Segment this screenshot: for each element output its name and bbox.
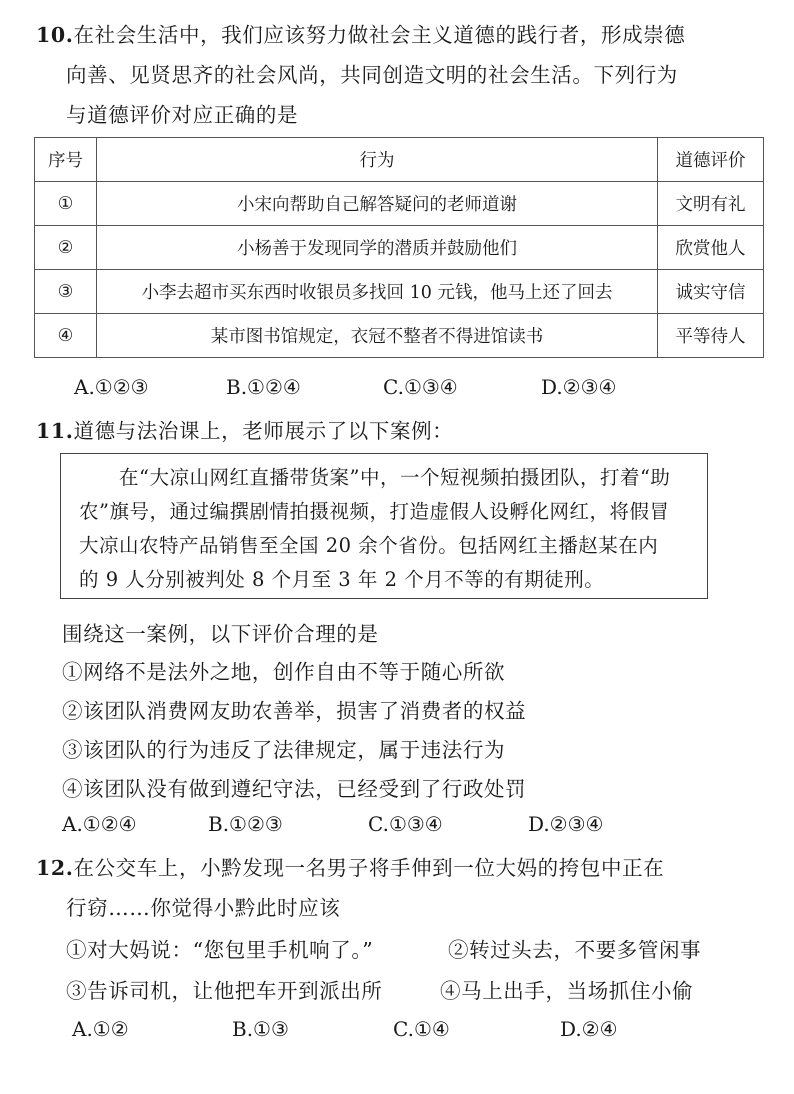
q12-option-b[interactable]: B.①③ (232, 1017, 289, 1041)
q11-option-d[interactable]: D.②③④ (528, 812, 604, 836)
table-header-row (35, 138, 764, 182)
q12-option-a[interactable]: A.①② (72, 1017, 129, 1041)
q11-statement-3: ③该团队的行为违反了法律规定，属于违法行为 (62, 738, 506, 762)
q10-option-a[interactable]: A.①②③ (74, 375, 149, 399)
q12-statement-4: ④马上出手，当场抓住小偷 (440, 979, 694, 1003)
q11-options (0, 812, 794, 840)
row-behavior: 小李去超市买东西时收银员多找回 10 元钱，他马上还了回去 (96, 270, 657, 314)
q10-option-c[interactable]: C.①③④ (383, 375, 458, 399)
q11-statement-4: ④该团队没有做到遵纪守法，已经受到了行政处罚 (62, 777, 527, 801)
q12-stem-line-2: 行窃……你觉得小黔此时应该 (66, 896, 341, 920)
table-row (35, 182, 764, 226)
q11-case-box (60, 453, 708, 599)
row-index: ① (35, 182, 97, 226)
case-line: 大凉山农特产品销售至全国 20 余个省份。包括网红主播赵某在内 (79, 534, 659, 557)
table-row (35, 226, 764, 270)
q10-option-d[interactable]: D.②③④ (541, 375, 617, 399)
q12-statement-1: ①对大妈说：“您包里手机响了。” (66, 938, 374, 962)
q10-stem-line-3: 与道德评价对应正确的是 (66, 103, 299, 127)
q11-prompt: 围绕这一案例，以下评价合理的是 (62, 622, 379, 646)
header-behavior: 行为 (96, 138, 657, 182)
row-index: ③ (35, 270, 97, 314)
row-index: ② (35, 226, 97, 270)
q12-options (0, 1017, 794, 1045)
row-evaluation: 诚实守信 (658, 270, 764, 314)
q10-number: 10. (36, 23, 74, 47)
q11-statement-1: ①网络不是法外之地，创作自由不等于随心所欲 (62, 660, 506, 684)
q11-option-b[interactable]: B.①②③ (208, 812, 283, 836)
header-index: 序号 (35, 138, 97, 182)
q10-stem-line-2: 向善、见贤思齐的社会风尚，共同创造文明的社会生活。下列行为 (66, 63, 678, 87)
row-index: ④ (35, 314, 97, 358)
header-evaluation: 道德评价 (658, 138, 764, 182)
q12-number: 12. (36, 856, 74, 880)
table-row (35, 270, 764, 314)
row-behavior: 小宋向帮助自己解答疑问的老师道谢 (96, 182, 657, 226)
case-line: 在“大凉山网红直播带货案”中，一个短视频拍摄团队，打着“助 (79, 466, 671, 489)
q11-option-a[interactable]: A.①②④ (62, 812, 137, 836)
q12-stem-line-1: 12.在公交车上，小黔发现一名男子将手伸到一位大妈的挎包中正在 (36, 856, 665, 880)
row-evaluation: 文明有礼 (658, 182, 764, 226)
q12-option-d[interactable]: D.②④ (560, 1017, 618, 1041)
row-evaluation: 欣赏他人 (658, 226, 764, 270)
row-evaluation: 平等待人 (658, 314, 764, 358)
q11-option-c[interactable]: C.①③④ (368, 812, 443, 836)
q12-statement-2: ②转过头去，不要多管闲事 (448, 938, 702, 962)
q10-table (34, 137, 764, 358)
q11-stem: 11.道德与法治课上，老师展示了以下案例： (36, 419, 454, 443)
row-behavior: 某市图书馆规定，衣冠不整者不得进馆读书 (96, 314, 657, 358)
q11-number: 11. (36, 419, 74, 443)
q12-option-c[interactable]: C.①④ (393, 1017, 450, 1041)
q11-statement-2: ②该团队消费网友助农善举，损害了消费者的权益 (62, 699, 527, 723)
case-line: 的 9 人分别被判处 8 个月至 3 年 2 个月不等的有期徒刑。 (79, 568, 605, 591)
table-row (35, 314, 764, 358)
case-line: 农”旗号，通过编撰剧情拍摄视频，打造虚假人设孵化网红，将假冒 (79, 500, 670, 523)
q10-stem-line-1: 10.在社会生活中，我们应该努力做社会主义道德的践行者，形成崇德 (36, 23, 686, 47)
q10-option-b[interactable]: B.①②④ (226, 375, 301, 399)
row-behavior: 小杨善于发现同学的潜质并鼓励他们 (96, 226, 657, 270)
q12-statement-3: ③告诉司机，让他把车开到派出所 (66, 979, 383, 1003)
q10-options (0, 375, 794, 403)
